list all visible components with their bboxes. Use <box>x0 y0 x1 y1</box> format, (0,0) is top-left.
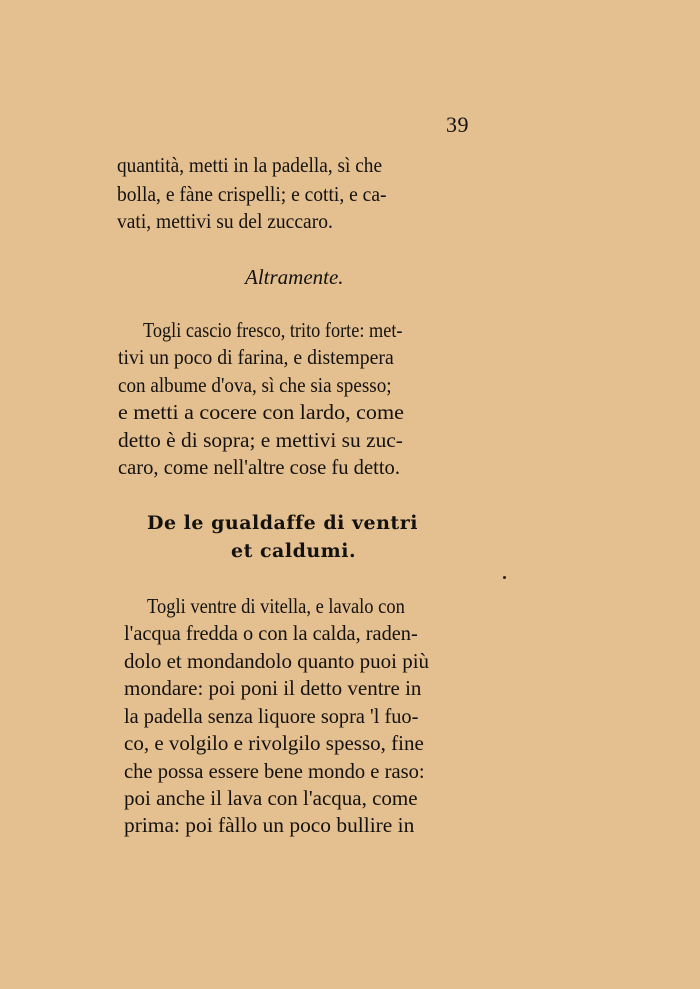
section-title: et caldumi. <box>231 540 357 562</box>
text-line: quantità, metti in la padella, sì che <box>117 153 383 177</box>
text-line: tivi un poco di farina, e distempera <box>118 345 394 369</box>
text-line: l'acqua fredda o con la calda, raden- <box>124 621 418 645</box>
recipe-heading: Altramente. <box>245 265 344 289</box>
text-line: caro, come nell'altre cose fu detto. <box>118 455 400 479</box>
section-title: De le gualdaffe di ventri <box>147 512 418 534</box>
text-line: la padella senza liquore sopra 'l fuo- <box>124 704 419 728</box>
text-line: con albume d'ova, sì che sia spesso; <box>118 373 392 397</box>
page-number: 39 <box>446 112 469 137</box>
text-line: co, e volgilo e rivolgilo spesso, fine <box>124 731 424 755</box>
text-line: detto è di sopra; e mettivi su zuc- <box>118 428 403 452</box>
text-line: Togli ventre di vitella, e lavalo con <box>147 594 405 618</box>
text-line: Togli cascio fresco, trito forte: met- <box>143 318 403 342</box>
text-line: e metti a cocere con lardo, come <box>118 400 404 424</box>
text-line: bolla, e fàne crispelli; e cotti, e ca- <box>117 182 387 206</box>
text-line: che possa essere bene mondo e raso: <box>124 759 425 783</box>
text-line: poi anche il lava con l'acqua, come <box>124 786 418 810</box>
print-speck <box>503 576 506 579</box>
text-line: vati, mettivi su del zuccaro. <box>117 209 333 233</box>
text-line: dolo et mondandolo quanto puoi più <box>124 649 430 673</box>
text-line: mondare: poi poni il detto ventre in <box>124 676 422 700</box>
text-line: prima: poi fàllo un poco bullire in <box>124 813 415 837</box>
